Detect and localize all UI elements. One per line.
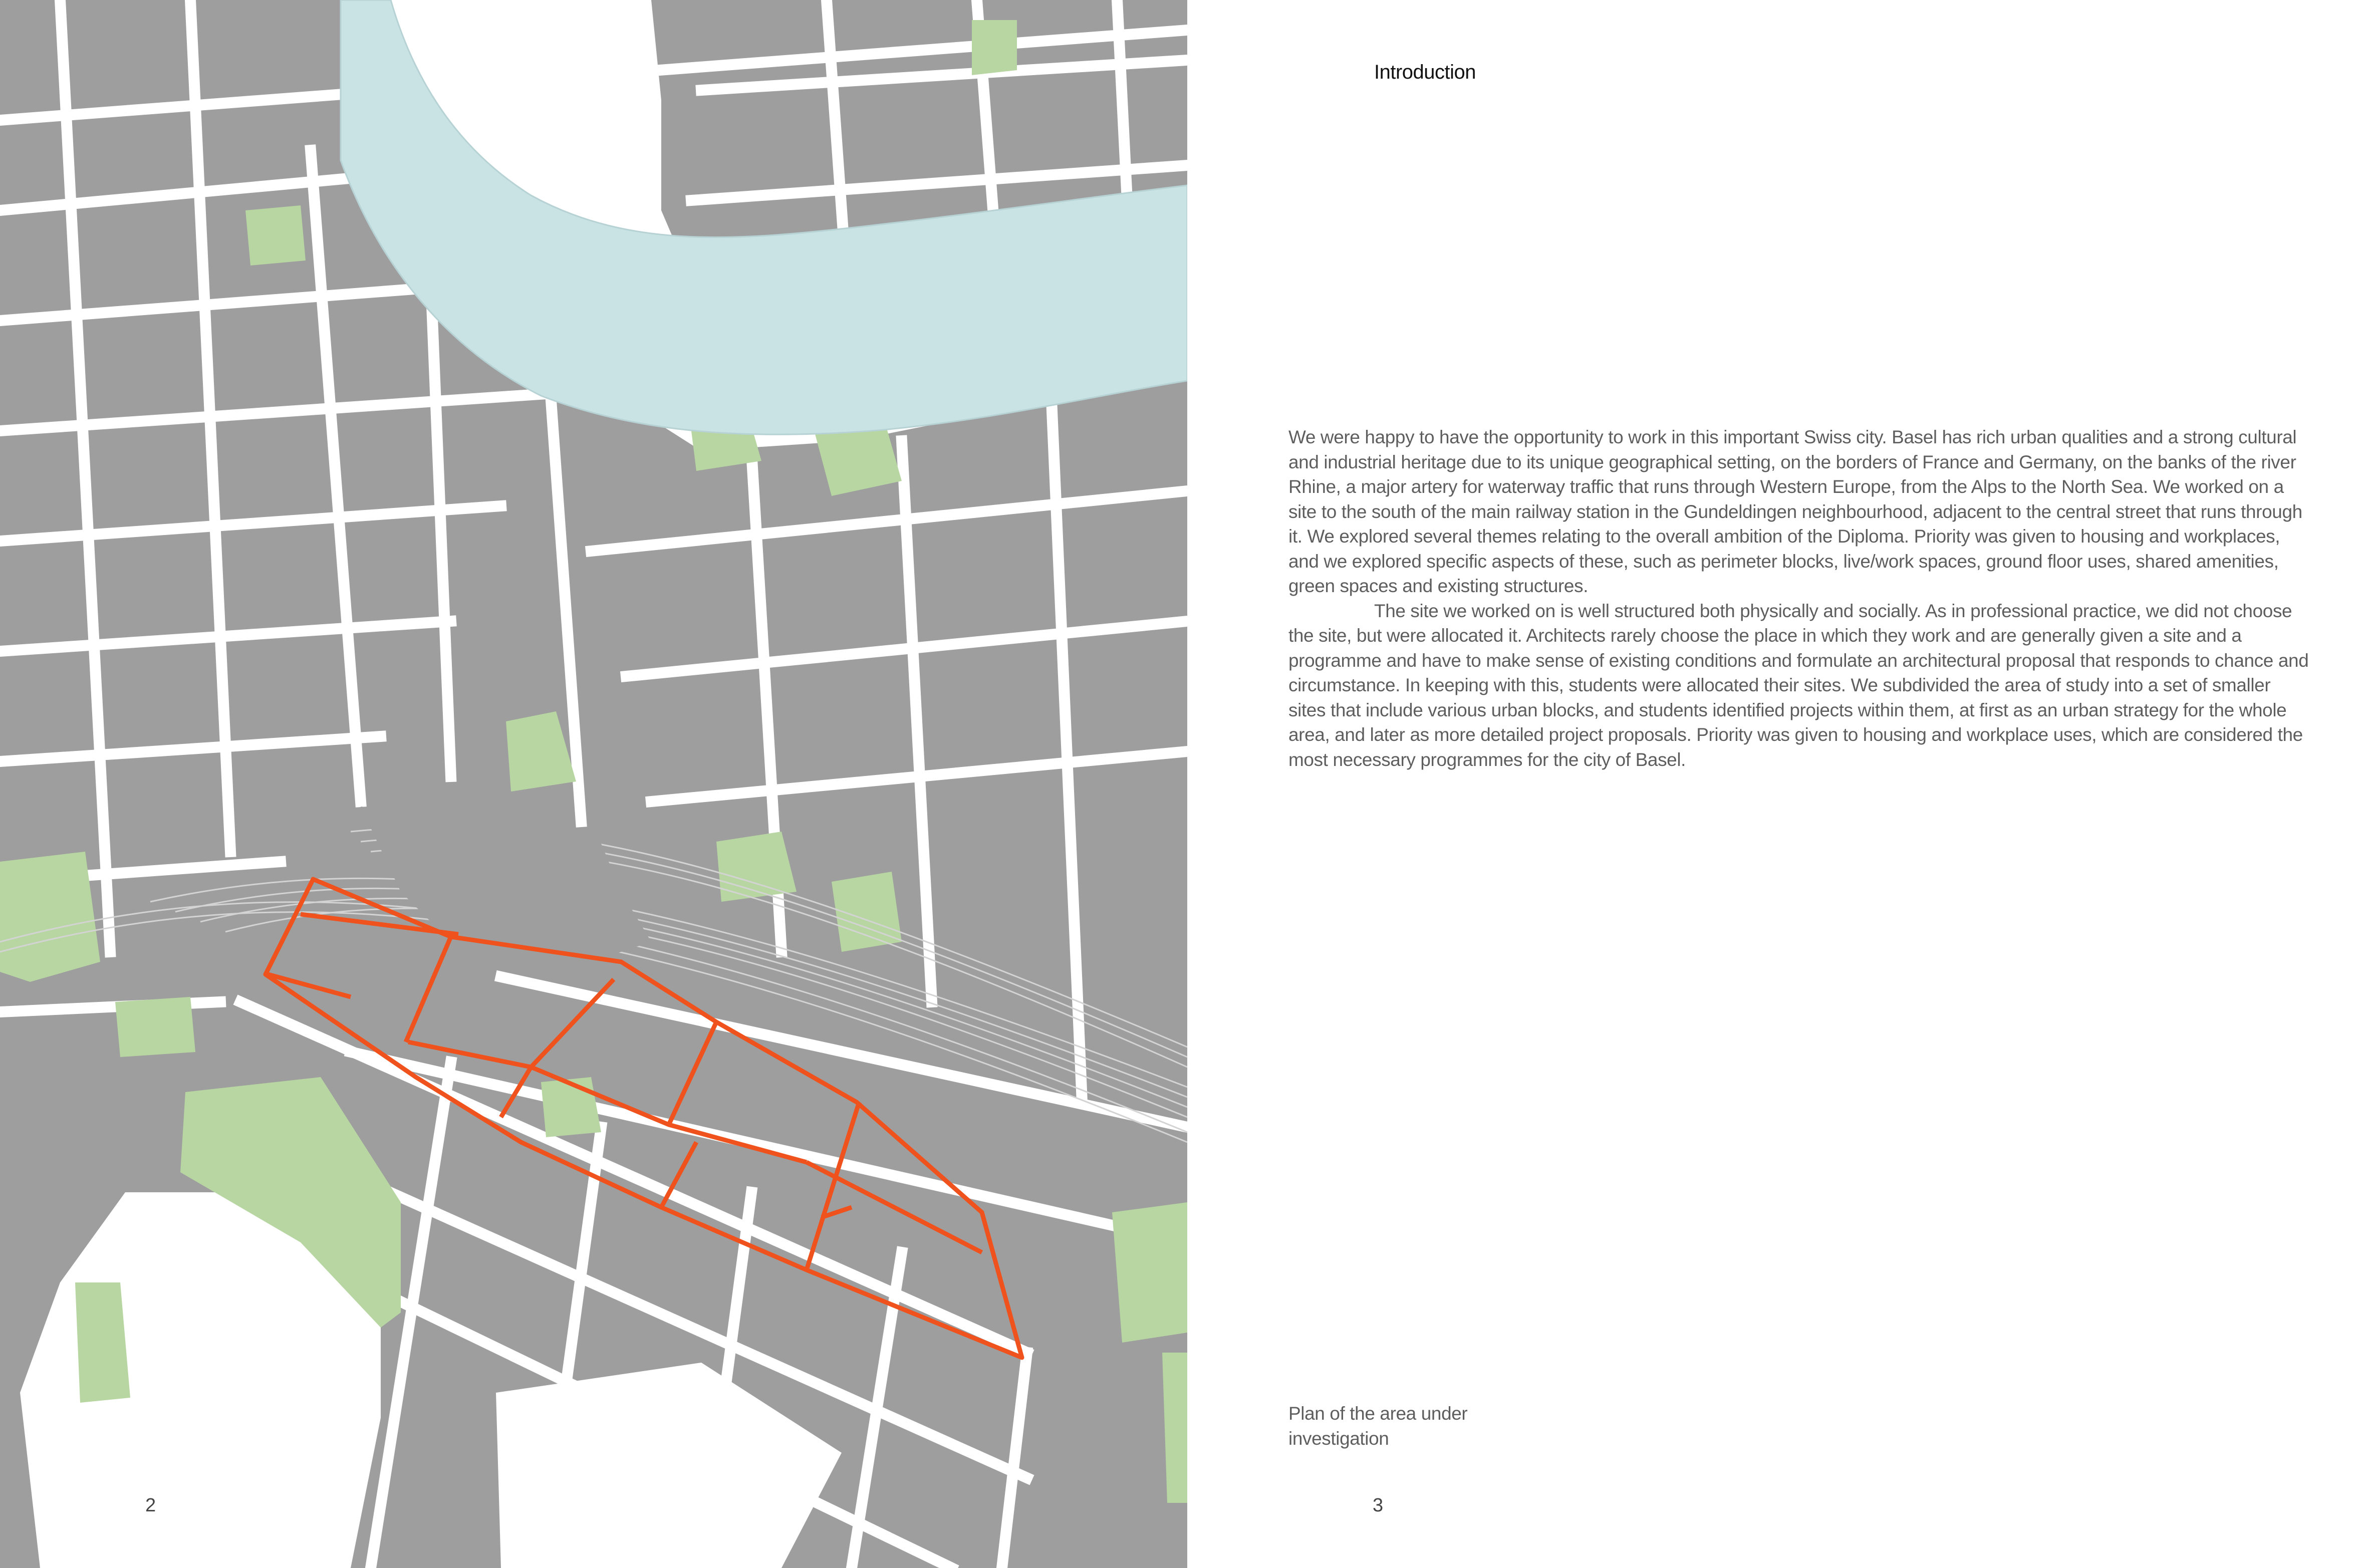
page-number-left: 2 (145, 1495, 156, 1516)
text-page (1187, 0, 2367, 1568)
page-number-right: 3 (1373, 1495, 1384, 1516)
body-text (1288, 425, 2310, 772)
paragraph-2: The site we worked on is well structured both physically and socially. As in professional practice, we did not choose the site, but were allocated it. Architects rarely choose the place in which they work and are generally given a site and a programme and have to make sense of existing conditions and formulate an architectural proposal that responds to chance and circumstance. In keeping with this, students were allocated their sites. We subdivided the area of study into a set of smaller sites that include various urban blocks, and students identified projects within them, at first as an urban strategy for the whole area, and later as more detailed project proposals. Priority was given to housing and workplace uses, which are considered the most necessary programmes for the city of Basel. (1288, 600, 2309, 770)
figure-caption: Plan of the area under investigation (1288, 1403, 1468, 1449)
paragraph-1: We were happy to have the opportunity to work in this important Swiss city. Basel has rich urban qualities and a strong cultural and industrial heritage due to its unique geographical setting, on the borders of France and Germany, on the banks of the river Rhine, a major artery for waterway traffic that runs through Western Europe, from the Alps to the North Sea. We worked on a site to the south of the main railway station in the Gundeldingen neighbourhood, adjacent to the central street that runs through it. We explored several themes relating to the overall ambition of the Diploma. Priority was given to housing and workplaces, and we explored specific aspects of these, such as perimeter blocks, live/work spaces, ground floor uses, shared amenities, green spaces and existing structures. (1288, 427, 2302, 596)
section-heading: Introduction (1374, 61, 1476, 83)
